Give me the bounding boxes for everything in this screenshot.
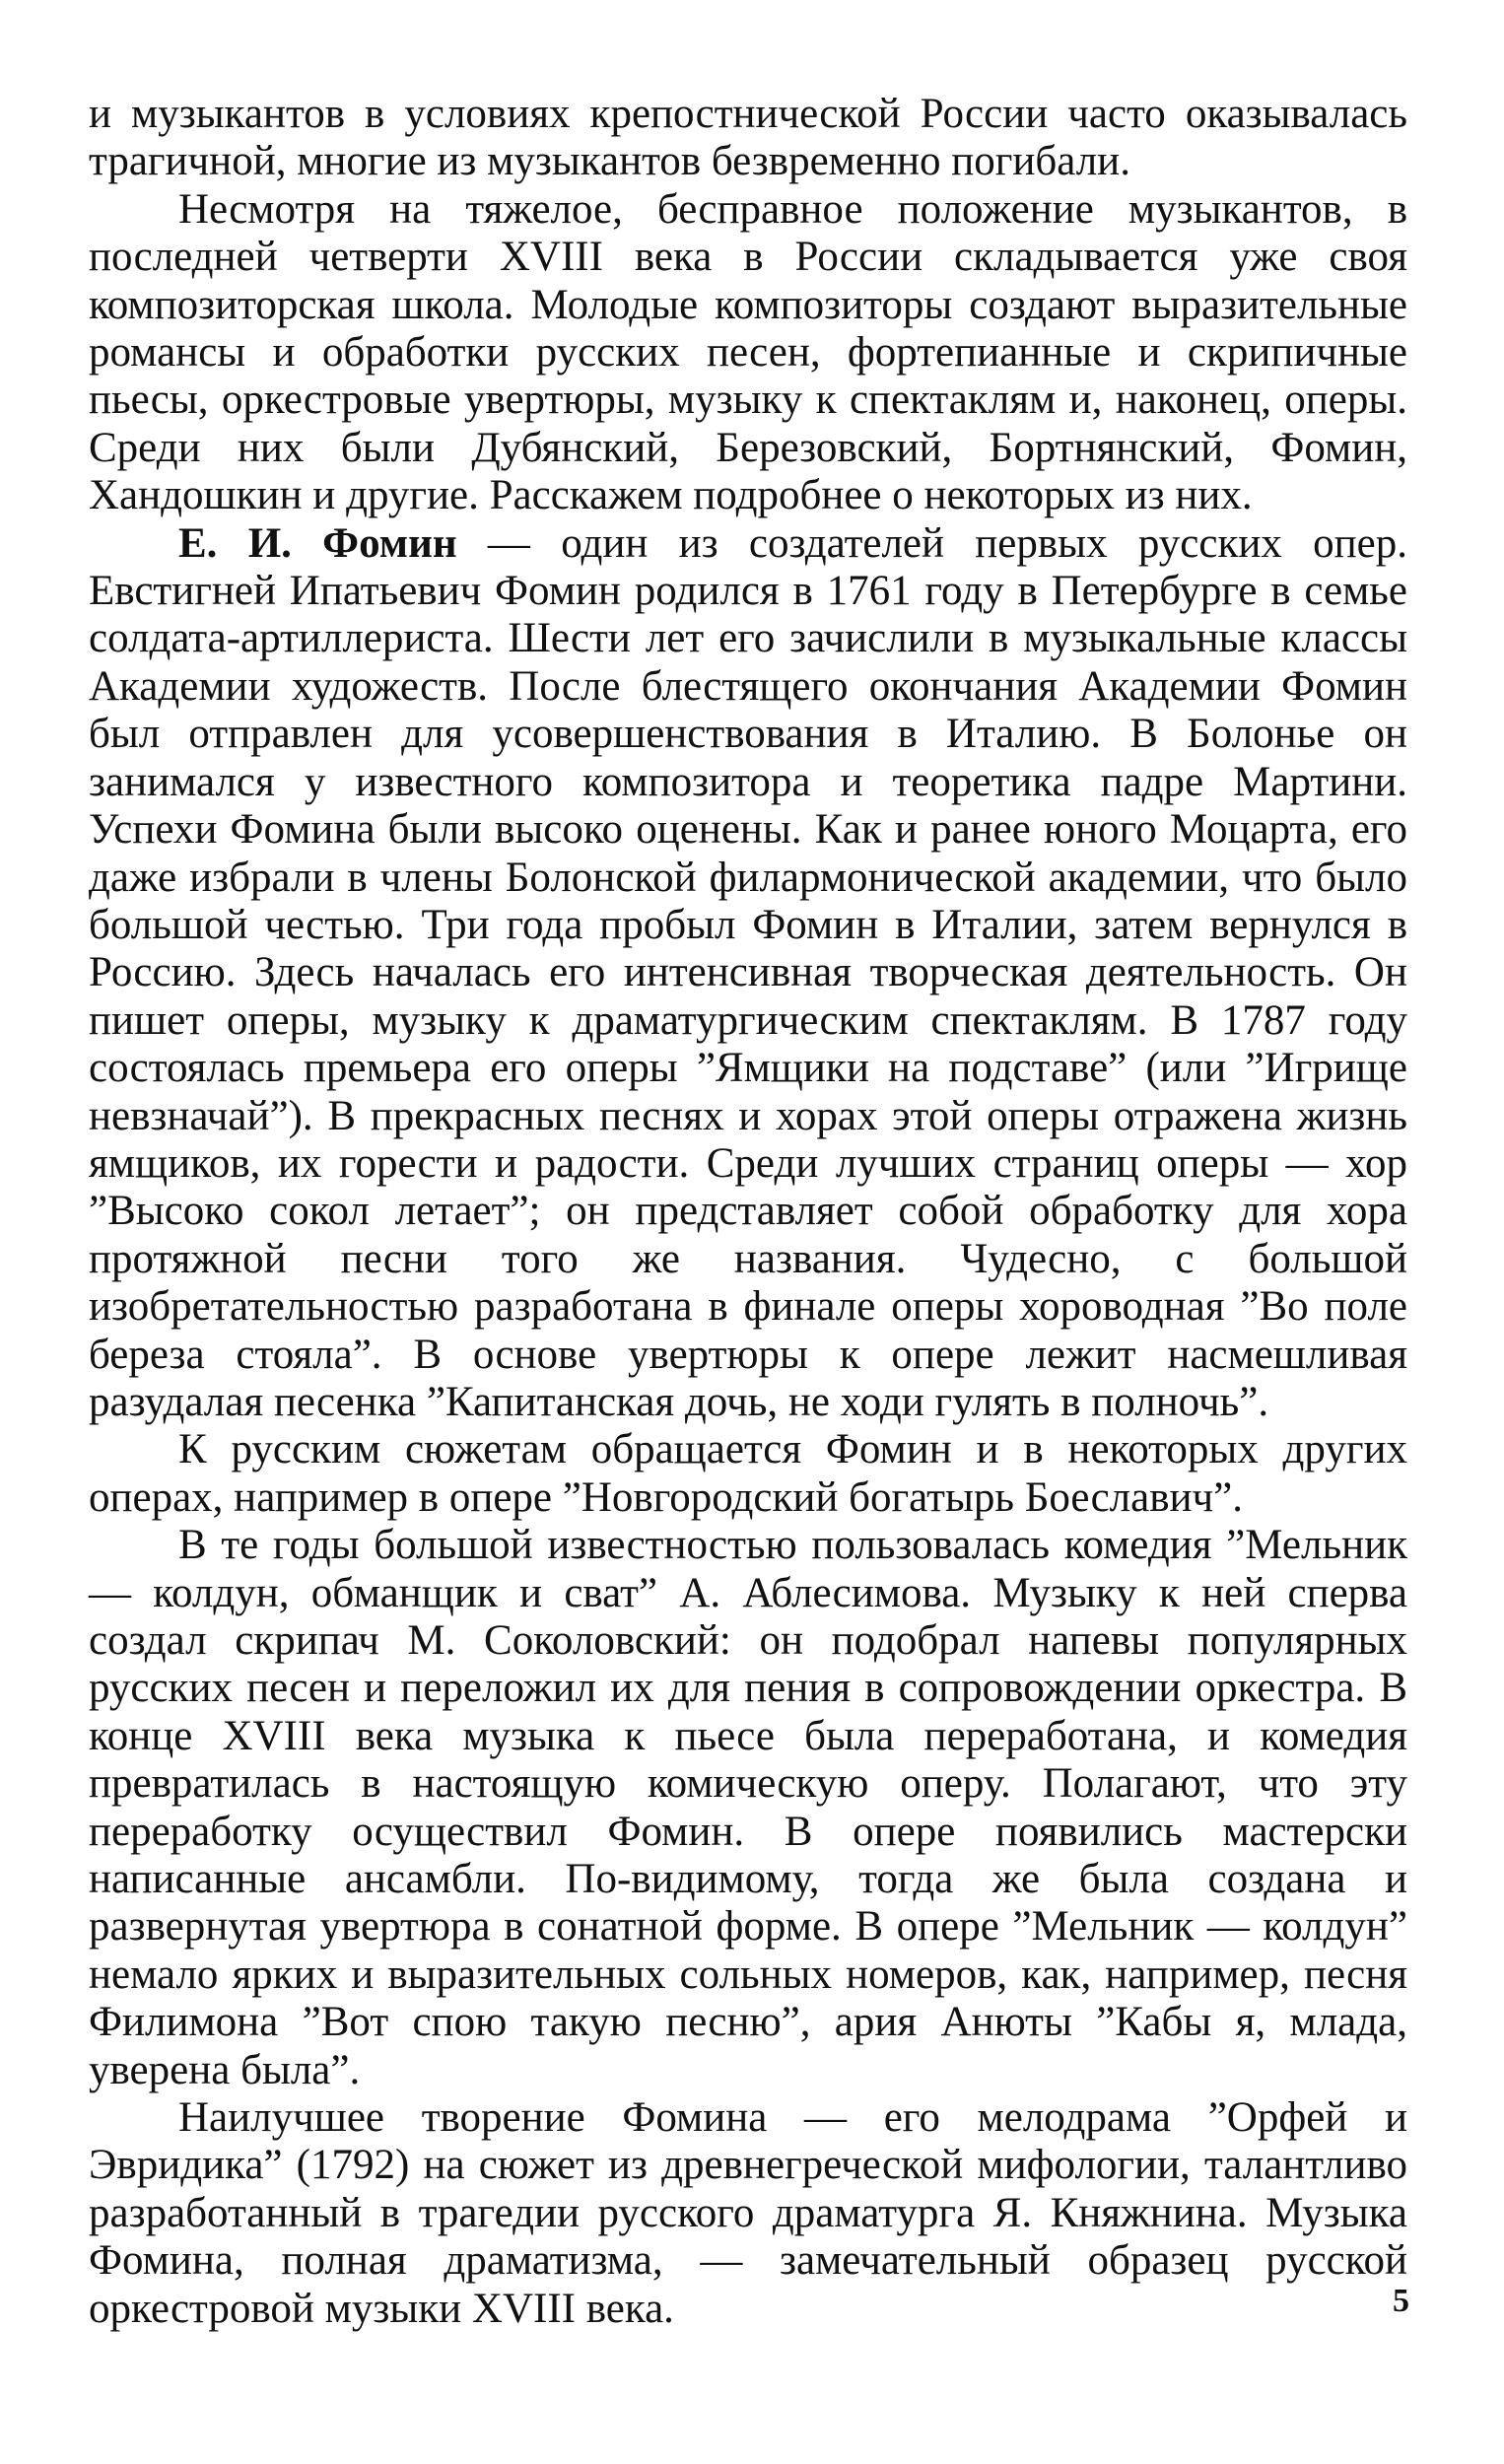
paragraph-5: В те годы большой известностью пользовалась комедия ”Мельник — колдун, обманщик и сват” А. Аблесимова. Музыку к ней сперва создал скрипач М. Соколовский: он подобрал напевы популярных русских песен и переложил их для пения в сопровождении оркестра. В конце XVIII века музыка к пьесе была переработана, и комедия превратилась в настоящую комическую оперу. Полагают, что эту переработку осуществил Фомин. В опере появились мастерски написанные ансамбли. По-видимому, тогда же была создана и развернутая увертюра в сонатной форме. В опере ”Мельник — колдун” немало ярких и выразительных сольных номеров, как, например, песня Филимона ”Вот спою такую песню”, ария Анюты ”Кабы я, млада, уверена была”. — [89, 1522, 1407, 2093]
paragraph-2: Несмотря на тяжелое, бесправное положение музыкантов, в последней четверти XVIII века в России складывается уже своя композиторская школа. Молодые композиторы создают выразительные романсы и обработки русских песен, фортепианные и скрипичные пьесы, оркестровые увертюры, музыку к спектаклям и, наконец, оперы. Среди них были Дубянский, Березовский, Бортнянский, Фомин, Хандошкин и другие. Расскажем подробнее о некоторых из них. — [89, 185, 1407, 519]
paragraph-3-text: — один из создателей первых русских опер. Евстигней Ипатьевич Фомин родился в 1761 году в Петербурге в семье солдата-артиллериста. Шести лет его зачислили в музыкальные классы Академии художеств. После блестящего окончания Академии Фомин был отправлен для усовершенствования в Италию. В Болонье он занимался у известного композитора и теоретика падре Мартини. Успехи Фомина были высоко оценены. Как и ранее юного Моцарта, его даже избрали в члены Болонской филармонической академии, что было большой честью. Три года пробыл Фомин в Италии, затем вернулся в Россию. Здесь началась его интенсивная творческая деятельность. Он пишет оперы, музыку к драматургическим спектаклям. В 1787 году состоялась премьера его оперы ”Ямщики на подставе” (или ”Игрище невзначай”). В прекрасных песнях и хорах этой оперы отражена жизнь ямщиков, их горести и радости. Среди лучших страниц оперы — хор ”Высоко сокол летает”; он представляет собой обработку для хора протяжной песни того же названия. Чудесно, с большой изобретательностью разработана в финале оперы хороводная ”Во поле береза стояла”. В основе увертюры к опере лежит насмешливая разудалая песенка ”Капитанская дочь, не ходи гулять в полночь”. — [89, 519, 1407, 1425]
paragraph-3-lead: Е. И. Фомин — [178, 519, 457, 567]
paragraph-6: Наилучшее творение Фомина — его мелодрама ”Орфей и Эвридика” (1792) на сюжет из древнегреческой мифологии, талантливо разработанный в трагедии русского драматурга Я. Княжнина. Музыка Фомина, полная драматизма, — замечательный образец русской оркестровой музыки XVIII века. — [89, 2094, 1407, 2332]
page-number: 5 — [1393, 2283, 1409, 2319]
paragraph-1: и музыкантов в условиях крепостнической России часто оказывалась трагичной, многие из музыкантов безвременно погибали. — [89, 91, 1407, 185]
page-body — [89, 91, 1407, 2333]
paragraph-4: К русским сюжетам обращается Фомин и в некоторых других операх, например в опере ”Новгородский богатырь Боеславич”. — [89, 1426, 1407, 1521]
paragraph-3 — [89, 520, 1407, 1427]
